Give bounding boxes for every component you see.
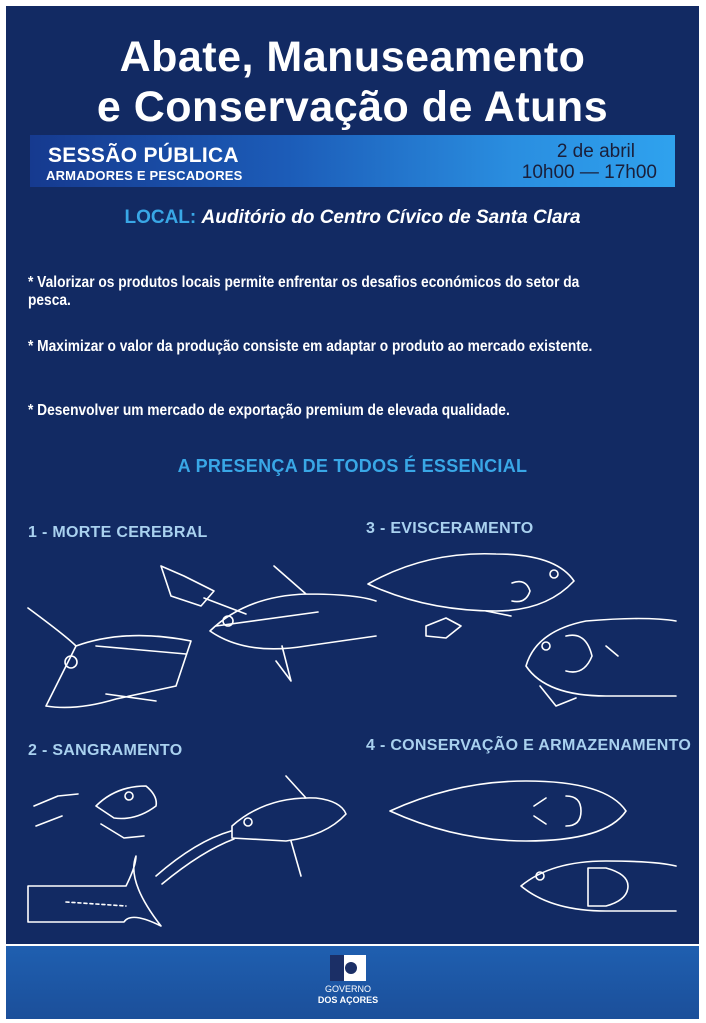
location-label: LOCAL: [124,207,197,228]
session-banner [30,135,675,187]
tuna-storage-top-illustration [390,781,626,841]
bullet-1: * Valorizar os produtos locais permite enfrentar os desafios económicos do setor da pesca. [28,274,580,309]
step-2-label: 2 - SANGRAMENTO [28,742,183,759]
logo-line-2: DOS AÇORES [317,995,379,1005]
bullet-3: * Desenvolver um mercado de exportação premium de elevada qualidade. [28,402,510,419]
tuna-gutting-top-illustration [368,554,574,616]
step-3-label: 3 - EVISCERAMENTO [366,520,534,537]
hose-illustration [156,831,234,884]
session-label: SESSÃO PÚBLICA [48,144,239,167]
hand-gutting-icon [426,618,461,638]
audience-label: ARMADORES E PESCADORES [46,168,243,183]
bullet-2: * Maximizar o valor da produção consiste em adaptar o produto ao mercado existente. [28,338,593,355]
title-line-1: Abate, Manuseamento [119,33,586,81]
tuna-gutting-bottom-illustration [526,619,676,707]
tuna-bleeding-illustration [232,776,346,876]
hands-gills-illustration [34,786,156,838]
step-4-label: 4 - CONSERVAÇÃO E ARMAZENAMENTO [366,737,692,754]
step-1-label: 1 - MORTE CEREBRAL [28,524,208,541]
government-logo-icon [330,955,366,981]
footer [6,944,699,1019]
location-line [6,207,699,229]
session-date: 2 de abril [556,141,635,162]
title-line-2: e Conservação de Atuns [96,83,609,131]
logo-line-1: GOVERNO [324,984,371,994]
tuna-head-right-illustration [210,566,376,681]
hand-with-spike-icon [161,566,246,614]
location-value: Auditório do Centro Cívico de Santa Clara [201,207,581,228]
tuna-storage-bottom-illustration [521,861,676,911]
tuna-tail-illustration [28,856,161,926]
poster [6,6,699,1017]
government-logo-text [303,984,393,1006]
page-title [6,32,699,132]
essential-notice: A PRESENÇA DE TODOS É ESSENCIAL [177,456,528,476]
tuna-head-left-illustration [28,608,191,707]
session-time: 10h00 — 17h00 [521,162,657,183]
